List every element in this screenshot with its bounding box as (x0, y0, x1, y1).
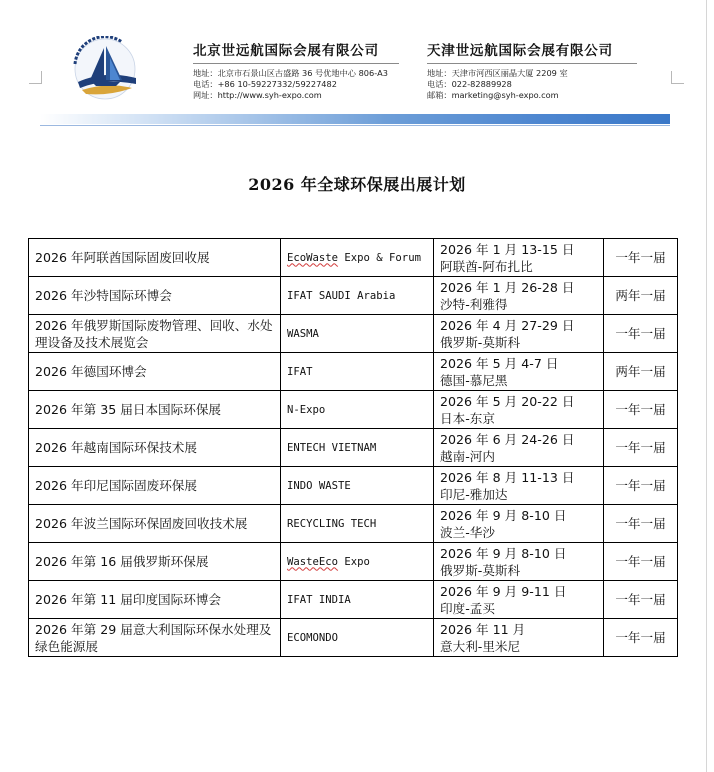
exhibition-frequency: 一年一届 (604, 315, 678, 353)
divider (193, 63, 399, 64)
exhibition-date-location (434, 543, 604, 581)
english-name-part: IFAT SAUDI Arabia (287, 289, 396, 302)
exhibition-name: 2026 年俄罗斯国际废物管理、回收、水处理设备及技术展览会 (29, 315, 281, 353)
english-name-part: Expo & Forum (338, 251, 421, 264)
company-beijing (193, 42, 399, 101)
table-row (29, 505, 678, 543)
exhibition-location: 印尼-雅加达 (440, 486, 508, 502)
exhibition-location: 阿联酋-阿布扎比 (440, 258, 533, 274)
exhibition-english-name (281, 391, 434, 429)
table-row (29, 353, 678, 391)
exhibition-english-name (281, 315, 434, 353)
english-name-part: IFAT INDIA (287, 593, 351, 606)
crop-mark-left (29, 71, 42, 84)
exhibition-frequency: 两年一届 (604, 277, 678, 315)
exhibition-english-name (281, 353, 434, 391)
table-row (29, 391, 678, 429)
exhibition-location: 波兰-华沙 (440, 524, 495, 540)
english-name-part: Expo (338, 555, 370, 568)
table-row (29, 429, 678, 467)
exhibition-date: 2026 年 9 月 8-10 日 (440, 545, 567, 561)
table-row (29, 543, 678, 581)
exhibition-english-name (281, 239, 434, 277)
exhibition-date-location (434, 391, 604, 429)
exhibition-date: 2026 年 9 月 8-10 日 (440, 507, 567, 523)
exhibition-frequency: 一年一届 (604, 543, 678, 581)
exhibition-date: 2026 年 11 月 (440, 621, 526, 637)
crop-mark-right (671, 71, 684, 84)
exhibition-location: 意大利-里米尼 (440, 638, 521, 654)
exhibition-english-name (281, 619, 434, 657)
exhibition-location: 沙特-利雅得 (440, 296, 508, 312)
exhibition-location: 俄罗斯-莫斯科 (440, 562, 521, 578)
exhibition-name: 2026 年第 29 届意大利国际环保水处理及绿色能源展 (29, 619, 281, 657)
exhibition-frequency: 一年一届 (604, 391, 678, 429)
exhibition-name: 2026 年沙特国际环博会 (29, 277, 281, 315)
exhibition-date: 2026 年 1 月 13-15 日 (440, 241, 575, 257)
exhibition-date-location (434, 239, 604, 277)
exhibition-date: 2026 年 5 月 20-22 日 (440, 393, 575, 409)
exhibition-name: 2026 年第 16 届俄罗斯环保展 (29, 543, 281, 581)
table-row (29, 581, 678, 619)
english-name-part: INDO WASTE (287, 479, 351, 492)
exhibition-location: 越南-河内 (440, 448, 495, 464)
exhibition-frequency: 一年一届 (604, 581, 678, 619)
exhibition-date-location (434, 315, 604, 353)
exhibition-frequency: 一年一届 (604, 467, 678, 505)
exhibition-date: 2026 年 4 月 27-29 日 (440, 317, 575, 333)
exhibition-english-name (281, 505, 434, 543)
table-row (29, 239, 678, 277)
company-logo (70, 36, 140, 102)
exhibition-date-location (434, 619, 604, 657)
exhibition-name: 2026 年波兰国际环保固废回收技术展 (29, 505, 281, 543)
table-row (29, 315, 678, 353)
english-name-part: EcoWaste (287, 251, 339, 264)
page-edge (706, 0, 707, 772)
exhibition-name: 2026 年越南国际环保技术展 (29, 429, 281, 467)
exhibition-frequency: 一年一届 (604, 429, 678, 467)
exhibition-date-location (434, 429, 604, 467)
exhibition-frequency: 一年一届 (604, 619, 678, 657)
company-address: 地址：天津市河西区丽晶大厦 2209 室 (427, 68, 568, 78)
exhibition-date: 2026 年 6 月 24-26 日 (440, 431, 575, 447)
header-band (40, 114, 670, 124)
exhibition-location: 德国-慕尼黑 (440, 372, 508, 388)
exhibition-frequency: 两年一届 (604, 353, 678, 391)
company-email: 邮箱：marketing@syh-expo.com (427, 90, 559, 100)
company-address: 地址：北京市石景山区古盛路 36 号优地中心 806-A3 (193, 68, 388, 78)
company-name: 天津世远航国际会展有限公司 (427, 43, 613, 59)
company-name: 北京世远航国际会展有限公司 (193, 43, 379, 59)
exhibition-date: 2026 年 8 月 11-13 日 (440, 469, 575, 485)
exhibition-english-name (281, 429, 434, 467)
exhibition-date-location (434, 353, 604, 391)
english-name-part: WASMA (287, 327, 319, 340)
company-website: 网址：http://www.syh-expo.com (193, 90, 322, 100)
exhibition-location: 印度-孟买 (440, 600, 495, 616)
exhibition-name: 2026 年第 11 届印度国际环博会 (29, 581, 281, 619)
table-row (29, 467, 678, 505)
english-name-part: ECOMONDO (287, 631, 339, 644)
english-name-part: IFAT (287, 365, 313, 378)
exhibition-name: 2026 年第 35 届日本国际环保展 (29, 391, 281, 429)
exhibition-date: 2026 年 5 月 4-7 日 (440, 355, 559, 371)
table-row (29, 277, 678, 315)
exhibition-frequency: 一年一届 (604, 239, 678, 277)
exhibition-date-location (434, 277, 604, 315)
exhibition-location: 俄罗斯-莫斯科 (440, 334, 521, 350)
exhibition-english-name (281, 543, 434, 581)
exhibition-name: 2026 年阿联酋国际固废回收展 (29, 239, 281, 277)
exhibition-date: 2026 年 1 月 26-28 日 (440, 279, 575, 295)
exhibition-name: 2026 年印尼国际固废环保展 (29, 467, 281, 505)
english-name-part: WasteEco (287, 555, 339, 568)
company-phone: 电话：+86 10-59227332/59227482 (193, 79, 337, 89)
exhibition-english-name (281, 277, 434, 315)
exhibition-table (28, 238, 678, 657)
exhibition-english-name (281, 467, 434, 505)
exhibition-name: 2026 年德国环博会 (29, 353, 281, 391)
exhibition-date: 2026 年 9 月 9-11 日 (440, 583, 567, 599)
exhibition-english-name (281, 581, 434, 619)
divider (427, 63, 637, 64)
exhibition-date-location (434, 581, 604, 619)
english-name-part: ENTECH VIETNAM (287, 441, 377, 454)
english-name-part: N-Expo (287, 403, 326, 416)
header-band-line (40, 125, 670, 126)
exhibition-location: 日本-东京 (440, 410, 495, 426)
table-row (29, 619, 678, 657)
company-tianjin (427, 42, 637, 101)
company-phone: 电话：022-82889928 (427, 79, 512, 89)
english-name-part: RECYCLING TECH (287, 517, 377, 530)
exhibition-date-location (434, 505, 604, 543)
exhibition-frequency: 一年一届 (604, 505, 678, 543)
exhibition-date-location (434, 467, 604, 505)
page-title: 2026 年全球环保展出展计划 (248, 175, 466, 194)
